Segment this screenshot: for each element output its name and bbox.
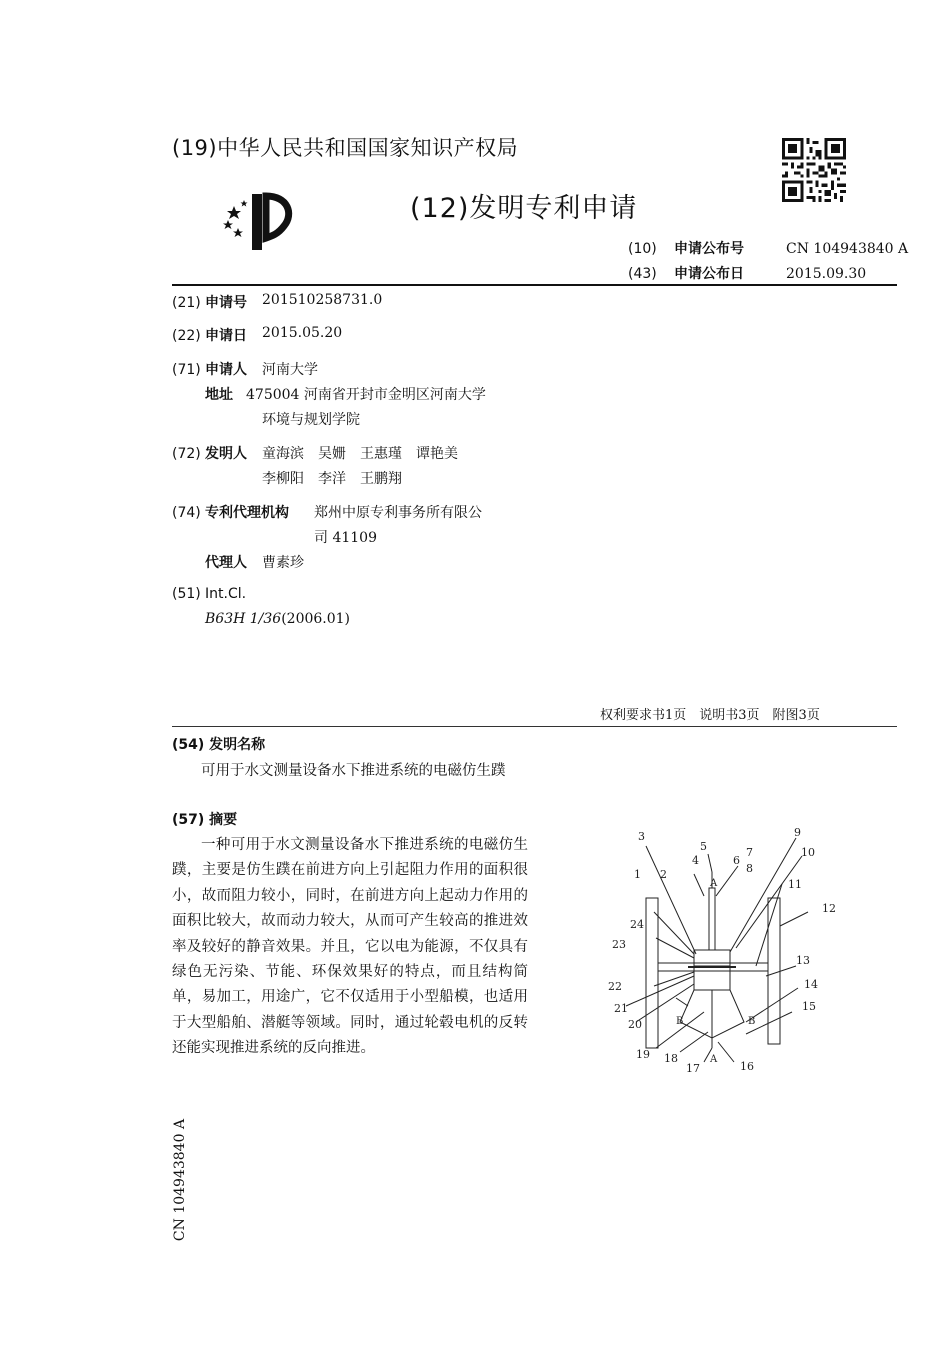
applicant-label: 申请人 xyxy=(205,362,247,378)
svg-text:20: 20 xyxy=(628,1018,642,1031)
svg-text:14: 14 xyxy=(804,978,818,991)
pub-number-row xyxy=(628,238,908,258)
title-label: 发明名称 xyxy=(209,737,266,753)
svg-text:18: 18 xyxy=(664,1052,678,1065)
address-label xyxy=(205,384,233,404)
abstract-code: (57) xyxy=(172,812,205,828)
inventor-line-2: 李柳阳 李洋 王鹏翔 xyxy=(262,471,402,487)
page-counts: 权利要求书1页 说明书3页 附图3页 xyxy=(600,708,820,723)
svg-text:1: 1 xyxy=(634,868,641,881)
technical-drawing xyxy=(596,826,834,1076)
pub-number-label: 申请公布号 xyxy=(674,241,744,257)
title-code: (54) xyxy=(172,737,205,753)
svg-text:12: 12 xyxy=(822,902,836,915)
svg-text:17: 17 xyxy=(686,1062,700,1075)
abstract-label: 摘要 xyxy=(209,812,238,828)
body-divider xyxy=(172,726,897,727)
svg-text:22: 22 xyxy=(608,980,622,993)
address-line-1: 475004 河南省开封市金明区河南大学 xyxy=(246,387,486,403)
application-date-code: (22) xyxy=(172,328,201,344)
svg-text:21: 21 xyxy=(614,1002,628,1015)
ipc-row xyxy=(172,586,246,602)
ipc-label: Int.Cl. xyxy=(205,586,247,602)
application-date-row xyxy=(172,325,247,345)
svg-text:6: 6 xyxy=(733,854,740,867)
svg-text:19: 19 xyxy=(636,1048,650,1061)
pub-date-code: (43) xyxy=(628,266,657,282)
svg-text:13: 13 xyxy=(796,954,810,967)
svg-text:15: 15 xyxy=(802,1000,816,1013)
application-date-value: 2015.05.20 xyxy=(262,325,343,341)
applicant-code: (71) xyxy=(172,362,201,378)
ipc-classification xyxy=(205,611,350,627)
agency-line-2: 司 41109 xyxy=(314,530,377,546)
pub-number-code: (10) xyxy=(628,241,657,257)
agency-label: 专利代理机构 xyxy=(205,505,289,521)
svg-text:11: 11 xyxy=(788,878,802,891)
svg-text:4: 4 xyxy=(692,854,699,867)
agency-line-1: 郑州中原专利事务所有限公 xyxy=(314,505,482,521)
svg-text:24: 24 xyxy=(630,918,644,931)
svg-text:2: 2 xyxy=(660,868,667,881)
svg-text:A: A xyxy=(710,1054,718,1065)
svg-text:5: 5 xyxy=(700,840,707,853)
ipc-version: (2006.01) xyxy=(281,611,351,627)
svg-text:B: B xyxy=(676,1016,684,1027)
agency-code: (74) xyxy=(172,505,201,521)
applicant-row xyxy=(172,359,247,379)
address-label-text: 地址 xyxy=(205,387,233,403)
application-number-value: 201510258731.0 xyxy=(262,292,383,308)
svg-text:8: 8 xyxy=(746,862,753,875)
agency-row xyxy=(172,502,289,522)
document-type: (12)发明专利申请 xyxy=(410,193,638,224)
inventor-code: (72) xyxy=(172,446,201,462)
ipc-class: B63H 1/36 xyxy=(205,611,282,627)
inventor-line-1: 童海滨 吴姗 王惠瑾 谭艳美 xyxy=(262,446,458,462)
agent-label xyxy=(205,552,247,572)
application-date-label: 申请日 xyxy=(205,328,247,344)
inventor-label: 发明人 xyxy=(205,446,247,462)
inventor-row xyxy=(172,443,247,463)
pub-date-label: 申请公布日 xyxy=(674,266,744,282)
application-number-code: (21) xyxy=(172,295,201,311)
agent-label-text: 代理人 xyxy=(205,555,247,571)
side-publication-number: CN 104943840 A xyxy=(172,1118,188,1242)
ipc-code: (51) xyxy=(172,586,201,602)
svg-text:7: 7 xyxy=(746,846,753,859)
invention-title: 可用于水文测量设备水下推进系统的电磁仿生蹼 xyxy=(201,763,506,779)
cnipa-logo xyxy=(214,186,300,252)
pub-date-row xyxy=(628,263,866,283)
header-divider xyxy=(172,284,897,286)
address-line-2: 环境与规划学院 xyxy=(262,412,360,428)
title-heading xyxy=(172,734,265,754)
svg-text:16: 16 xyxy=(740,1060,754,1073)
application-number-row xyxy=(172,292,247,312)
abstract-heading xyxy=(172,809,237,829)
office-title: (19)中华人民共和国国家知识产权局 xyxy=(172,136,519,160)
qr-code xyxy=(782,138,846,202)
svg-text:B: B xyxy=(748,1016,756,1027)
svg-text:10: 10 xyxy=(801,846,815,859)
abstract-text: 一种可用于水文测量设备水下推进系统的电磁仿生蹼，主要是仿生蹼在前进方向上引起阻力作用的面积很小，故而阻力较小，同时，在前进方向上起动力作用的面积比较大，故而动力较大，从而可产生较高的推进效率及较好的静音效果。并且，它以电为能源，不仅具有绿色无污染、节能、环保效果好的特点，而且结构简单，易加工，用途广，它不仅适用于小型船模，也适用于大型船舶、潜艇等领域。同时，通过轮毂电机的反转还能实现推进系统的反向推进。 xyxy=(172,837,528,1057)
application-number-label: 申请号 xyxy=(205,295,247,311)
svg-text:9: 9 xyxy=(794,826,801,839)
pub-number-value: CN 104943840 A xyxy=(786,241,909,257)
svg-text:23: 23 xyxy=(612,938,626,951)
agent-value: 曹素珍 xyxy=(262,555,304,571)
svg-text:A: A xyxy=(710,878,718,889)
pub-date-value: 2015.09.30 xyxy=(786,266,867,282)
applicant-value: 河南大学 xyxy=(262,362,318,378)
svg-text:3: 3 xyxy=(638,830,645,843)
